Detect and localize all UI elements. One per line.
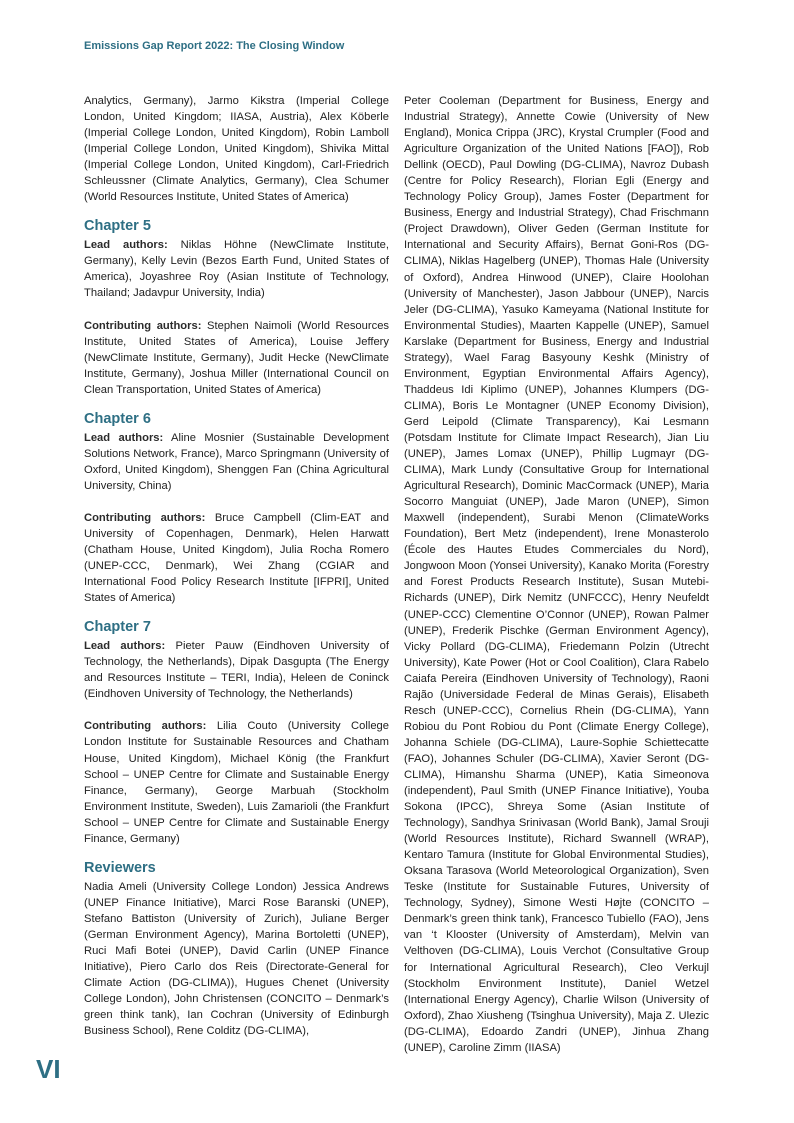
contributing-authors-text: Bruce Campbell (Clim-EAT and University of Copenhagen, Denmark), Helen Harwatt (Chatham House, United Kingdom), Julia Rocha Romero (UNEP-CCC, Denmark), Wei Zhang (CGIAR and International Food Policy Research Institute [IFPRI], United States of America)	[84, 511, 389, 605]
running-header: Emissions Gap Report 2022: The Closing Window	[84, 40, 345, 52]
left-column	[84, 93, 389, 1039]
page-number: VI	[36, 1054, 61, 1084]
contributing-authors-label: Contributing authors:	[84, 720, 207, 733]
chapter-6-heading: Chapter 6	[84, 410, 151, 427]
intro-paragraph: Analytics, Germany), Jarmo Kikstra (Imperial College London, United Kingdom; IIASA, Austria), Alex Köberle (Imperial College London, United Kingdom), Robin Lamboll (Imperial College London, United Kingdom), Shivika Mittal (Imperial College London, United Kingdom), Carl-Friedrich Schleussner (Climate Analytics, Germany), Clea Schumer (World Resources Institute, United States of America)	[84, 95, 389, 204]
contributing-authors-label: Contributing authors:	[84, 511, 206, 524]
lead-authors-text: Pieter Pauw (Eindhoven University of Technology, the Netherlands), Dipak Dasgupta (The Energy and Resources Institute – TERI, India), Heleen de Coninck (Eindhoven University of Technology, the Netherlands)	[84, 640, 389, 701]
reviewers-heading: Reviewers	[84, 859, 156, 876]
lead-authors-label: Lead authors:	[84, 239, 168, 252]
lead-authors-label: Lead authors:	[84, 640, 166, 653]
chapter-7-heading: Chapter 7	[84, 619, 151, 636]
chapter-5-heading: Chapter 5	[84, 218, 151, 235]
chapter-7-lead-authors	[84, 638, 389, 702]
chapter-6-contributing-authors	[84, 510, 389, 606]
lead-authors-text: Niklas Höhne (NewClimate Institute, Germany), Kelly Levin (Bezos Earth Fund, United States of America), Joyashree Roy (Asian Institute of Technology, Thailand; Jadavpur University, India)	[84, 239, 389, 300]
contributing-authors-text: Stephen Naimoli (World Resources Institute, United States of America), Louise Jeffery (NewClimate Institute, Germany), Judit Hecke (NewClimate Institute, Germany), Joshua Miller (International Council on Clean Transportation, United States of America)	[84, 319, 390, 396]
chapter-5-lead-authors	[84, 237, 389, 301]
contributing-authors-label: Contributing authors:	[84, 319, 202, 332]
right-column	[404, 93, 709, 1056]
chapter-7-contributing-authors	[84, 718, 389, 846]
lead-authors-text: Aline Mosnier (Sustainable Development Solutions Network, France), Marco Springmann (University of Oxford, United Kingdom), Shenggen Fan (China Agricultural University, China)	[84, 431, 389, 492]
lead-authors-label: Lead authors:	[84, 431, 164, 444]
reviewers-list-part-2: Peter Cooleman (Department for Business, Energy and Industrial Strategy), Annette Cowie (University of New England), Monica Crippa (JRC), Krystal Crumpler (Food and Agriculture Organization of the United Nations [FAO]), Rob Dellink (OECD), Paul Dowling (DG-CLIMA), Navroz Dubash (Centre for Policy Research), Florian Egli (Energy and Technology Policy Group), James Foster (Department for Business, Energy and Industrial Strategy), Chad Frischmann (Project Drawdown), Oliver Geden (German Institute for International and Security Affairs), Bernat Goni-Ros (DG-CLIMA), Niklas Hagelberg (UNEP), Thomas Hale (University of Oxford), Andrea Hinwood (UNEP), Claire Hoolohan (University of Manchester), Jason Jabbour (UNEP), Narcis Jeler (DG-CLIMA), Yasuko Kameyama (National Institute for Environmental Studies), Maarten Kappelle (UNEP), Samuel Karslake (Department for Business, Energy and Industrial Strategy), Wael Farag Basyouny Keshk (Ministry of Environment, Egyptian Environmental Affairs Agency), Thaddeus Idi Kiplimo (UNEP), Johannes Klumpers (DG-CLIMA), Boris Le Montagner (UNEP Economy Division), Gerd Leipold (Climate Transparency), Kai Lesmann (Potsdam Institute for Climate Impact Research), Jian Liu (UNEP), James Lomax (UNEP), Phillip Lugmayr (DG-CLIMA), Mark Lundy (Consultative Group for International Agricultural Research), Dominic MacCormack (UNEP), Maria Socorro Manguiat (UNEP), Jade Maron (UNEP), Simon Maxwell (independent), Surabi Menon (ClimateWorks Foundation), Bert Metz (independent), Irene Monasterolo (École des Hautes Etudes Commerciales du Nord), Jongwoon Moon (Yonsei University), Kanako Morita (Forestry and Forest Products Research Institute), Susan Mutebi-Richards (UNEP), Dirk Nemitz (UNFCCC), Henry Neufeldt (UNEP-CCC) Clementine O’Connor (UNEP), Rowan Palmer (UNEP), Frederik Pischke (German Environment Agency), Vicky Pollard (DG-CLIMA), Friedemann Polzin (Utrecht University), Kate Power (Hot or Cool Coalition), Clara Rabelo Caiafa Pereira (Eindhoven University of Technology), Raoni Rajão (Universidade Federal de Minas Gerais), Elisabeth Resch (UNEP-CCC), Cornelius Rhein (DG-CLIMA), Yann Robiou du Pont Robiou du Pont (Climate Energy College), Johanna Schiele (DG-CLIMA), Laure-Sophie Schiettecatte (FAO), Johannes Schuler (DG-CLIMA), Xavier Seront (DG-CLIMA), Himanshu Sharma (UNEP), Katia Simeonova (independent), Paul Smith (UNEP Finance Initiative), Youba Sokona (IPCC), Shreya Some (Asian Institute of Technology), Sandhya Srinivasan (World Bank), Jamal Srouji (World Resources Institute), Richard Swannell (WRAP), Kentaro Tamura (Institute for Global Environmental Studies), Oksana Tarasova (World Meteorological Organization), Sven Teske (Institute for Sustainable Futures, University of Technology, Sydney), Simone Westi Højte (CONCITO – Denmark’s green think tank), Francesco Tubiello (FAO), Jens van ‘t Klooster (University of Amsterdam), Melvin van Velthoven (DG-CLIMA), Louis Verchot (Consultative Group for International Agricultural Research), Cleo Verkujl (Stockholm Environment Institute), Daniel Wetzel (International Energy Agency), Charlie Wilson (University of Oxford), Zhao Xiusheng (Tsinghua University), Maja Z. Ulezic (DG-CLIMA), Edoardo Zandri (UNEP), Jinhua Zhang (UNEP), Caroline Zimm (IIASA)	[404, 95, 709, 1054]
contributing-authors-text: Lilia Couto (University College London Institute for Sustainable Resources and Chatham House, United Kingdom), Michael König (the Frankfurt School – UNEP Centre for Climate and Sustainable Energy Finance, Germany), George Marbuah (Stockholm Environment Institute, Sweden), Luis Zamarioli (the Frankfurt School – UNEP Centre for Climate and Sustainable Energy Finance, Germany)	[84, 720, 389, 845]
chapter-5-contributing-authors	[84, 318, 389, 398]
reviewers-list-part-1: Nadia Ameli (University College London) Jessica Andrews (UNEP Finance Initiative), Marci Rose Baranski (UNEP), Stefano Battiston (University of Zurich), Juliane Berger (German Environment Agency), Marina Bortoletti (UNEP), Ruci Mafi Botei (UNEP), David Carlin (UNEP Finance Initiative), Piero Carlo dos Reis (Directorate-General for Climate Action (DG-CLIMA)), Hugues Chenet (University College London), John Christensen (CONCITO – Denmark’s green think tank), Ian Cochran (University of Edinburgh Business School), Rene Colditz (DG-CLIMA),	[84, 880, 389, 1038]
chapter-6-lead-authors	[84, 430, 389, 494]
